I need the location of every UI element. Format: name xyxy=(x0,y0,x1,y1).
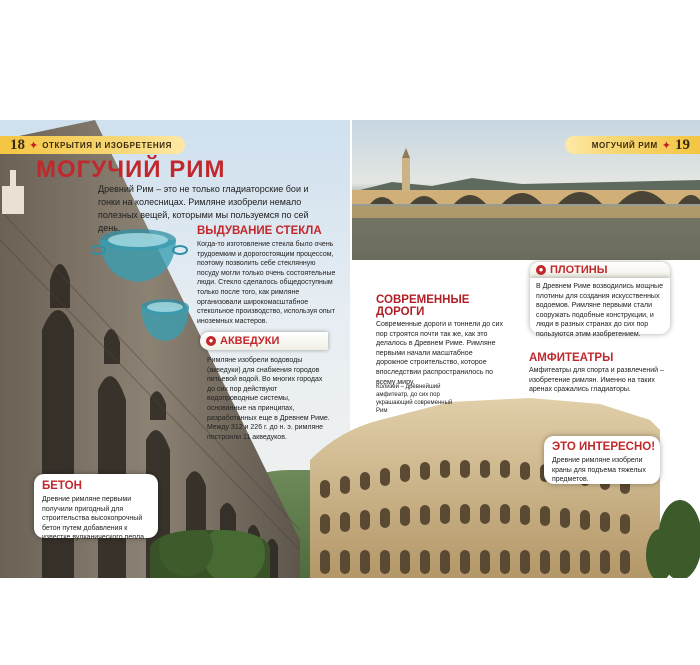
colosseum-caption: Колизей – древнейший амфитеатр, до сих пор украшающий современный Рим xyxy=(376,384,453,414)
dams-tag xyxy=(530,262,670,278)
diamond-icon: ✦ xyxy=(661,139,671,152)
amphitheatres-text: Амфитеатры для спорта и развлечений – изобретение римлян. Именно на таких аренах сражались гладиаторы. xyxy=(529,367,664,394)
aqueducts-title: АКВЕДУКИ xyxy=(220,335,280,347)
concrete-text: Древние римляне первыми получили пригодный для строительства высокопрочный бетон путем добавления к известке вулканического пепла. xyxy=(42,496,146,542)
roads-text: Современные дороги и тоннели до сих пор строятся почти так же, как это делалось в Древнем Риме. Римляне первыми начали масштабное дорожное строительство, которое впоследствии распространилось по всему миру. xyxy=(376,321,503,386)
amphitheatres-title: АМФИТЕАТРЫ xyxy=(529,352,614,364)
glass-bowl-image xyxy=(92,226,190,286)
glass-title: ВЫДУВАНИЕ СТЕКЛА xyxy=(197,225,322,237)
intro-text: Древний Рим – это не только гладиаторские бои и гонки на колесницах. Римляне изобрели немало полезных вещей, которыми мы пользуемся по сей день. xyxy=(98,184,309,233)
interesting-text: Древние римляне изобрели краны для подъема тяжелых предметов. xyxy=(552,457,646,484)
page-header-right xyxy=(565,136,700,154)
bullet-icon: ● xyxy=(206,336,216,346)
aqueducts-tag xyxy=(200,332,328,350)
book-spread xyxy=(0,120,700,578)
trees-image xyxy=(150,530,270,578)
dams-panel xyxy=(530,278,670,338)
bullet-icon: ● xyxy=(536,265,546,275)
section-title: МОГУЧИЙ РИМ xyxy=(591,140,658,150)
roads-title: СОВРЕМЕННЫЕ ДОРОГИ xyxy=(376,294,470,318)
concrete-title: БЕТОН xyxy=(42,480,82,492)
dams-text: В Древнем Риме возводились мощные плотины для создания искусственных водоемов. Римляне первыми стали сооружать подобные конструкции, и люди в разных странах до сих пор пользуются этим изобретением. xyxy=(536,283,663,338)
page-number: 19 xyxy=(675,136,690,153)
page-number: 18 xyxy=(10,136,25,153)
dams-title: ПЛОТИНЫ xyxy=(550,264,608,276)
glass-text: Когда-то изготовление стекла было очень трудоемким и дорогостоящим процессом, поэтому позволить себе стеклянную посуду могли только очень состоятельные люди. Стекло сделалось общедоступным только после того, как римляне организовали широкомасштабное стекольное производство, используя опыт иноземных мастеров. xyxy=(197,241,336,325)
interesting-panel xyxy=(544,436,660,484)
aqueducts-text: Римляне изобрели водоводы (акведуки) для снабжения городов питьевой водой. Во многих городах до сих пор действуют водопроводные системы, основанные на принципах, разработанных еще в Древнем Риме. Между 312 и 226 г. до н. э. римляне построили 11 акведуков. xyxy=(207,357,330,441)
bridge-caption: Древние римляне строили длинные и прочные мосты xyxy=(360,261,523,268)
concrete-panel xyxy=(34,474,158,542)
section-title: ОТКРЫТИЯ И ИЗОБРЕТЕНИЯ xyxy=(42,140,172,150)
page-title: МОГУЧИЙ РИМ xyxy=(36,156,226,183)
diamond-icon: ✦ xyxy=(29,139,39,152)
glass-bowl-small-image xyxy=(135,295,197,345)
page-header-left xyxy=(0,136,185,154)
interesting-title: ЭТО ИНТЕРЕСНО! xyxy=(552,441,656,453)
